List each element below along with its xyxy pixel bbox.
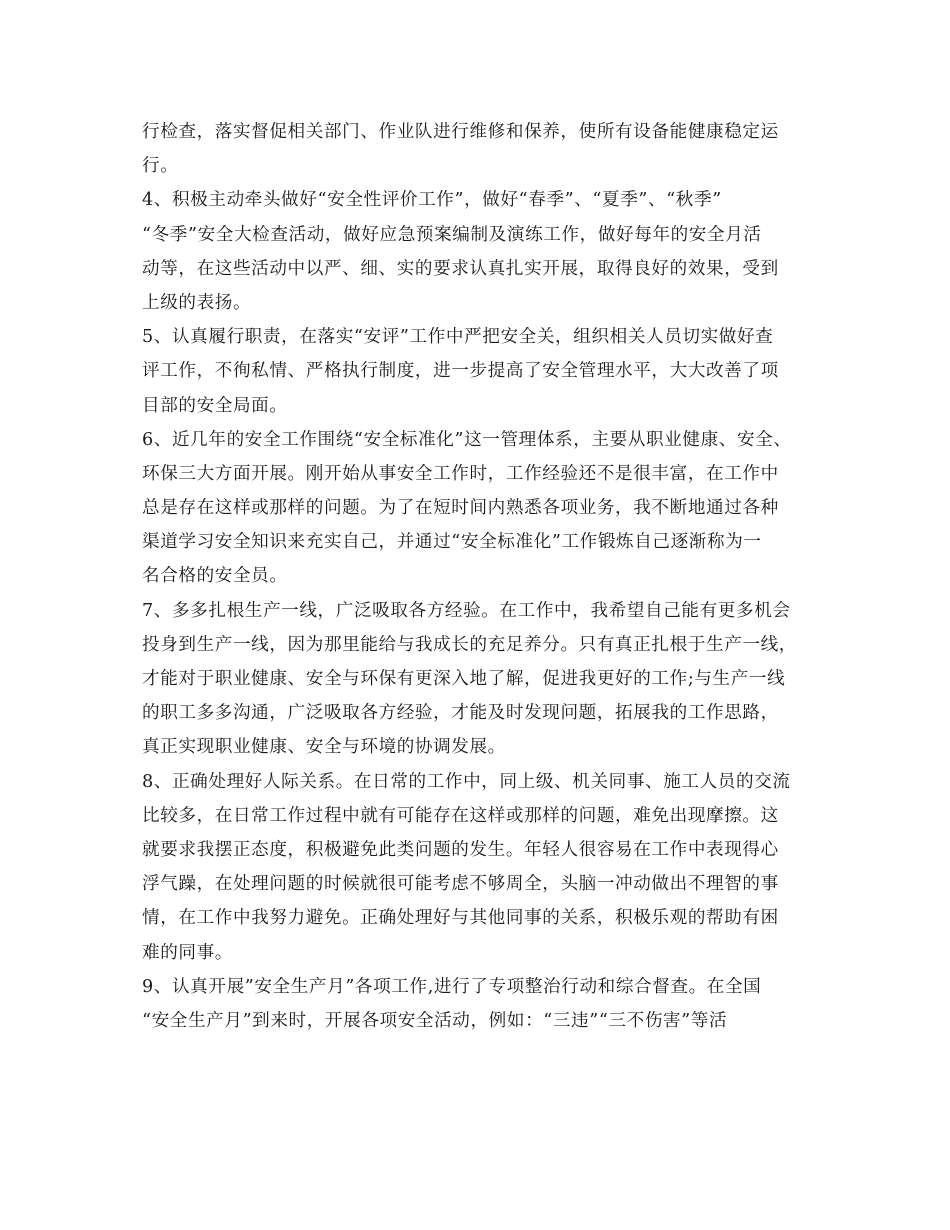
text-line: 投身到生产一线，因为那里能给与我成长的充足养分。只有真正扎根于生产一线， — [142, 634, 797, 655]
text-line: “安全生产月”到来时，开展各项安全活动，例如：“三违”“三不伤害”等活 — [142, 1010, 728, 1031]
text-line: 才能对于职业健康、安全与环保有更深入地了解，促进我更好的工作;与生产一线 — [142, 669, 786, 689]
text-line: 6、近几年的安全工作围绕“安全标准化”这一管理体系，主要从职业健康、安全、 — [142, 429, 792, 450]
text-line: 情，在工作中我努力避免。正确处理好与其他同事的关系，积极乐观的帮助有困 — [142, 908, 779, 929]
text-line: 比较多，在日常工作过程中就有可能存在这样或那样的问题，难免出现摩擦。这 — [142, 805, 779, 826]
text-line: 难的同事。 — [142, 942, 233, 963]
text-line: 行。 — [142, 156, 179, 177]
text-line: 7、多多扎根生产一线，广泛吸取各方经验。在工作中，我希望自己能有更多机会 — [142, 600, 791, 621]
text-line: 的职工多多沟通，广泛吸取各方经验，才能及时发现问题，拓展我的工作思路， — [142, 703, 779, 724]
text-line: 浮气躁，在处理问题的时候就很可能考虑不够周全，头脑一冲动做出不理智的事 — [142, 874, 779, 895]
text-line: 动等，在这些活动中以严、细、实的要求认真扎实开展，取得良好的效果，受到 — [142, 258, 779, 279]
text-line: 评工作，不徇私情、严格执行制度，进一步提高了安全管理水平，大大改善了项 — [142, 361, 779, 382]
body-text — [142, 115, 832, 1038]
text-line: 5、认真履行职责，在落实“安评”工作中严把安全关，组织相关人员切实做好查 — [142, 327, 774, 348]
text-line: 真正实现职业健康、安全与环境的协调发展。 — [142, 737, 506, 758]
text-line: 目部的安全局面。 — [142, 395, 288, 416]
text-line: 环保三大方面开展。刚开始从事安全工作时，工作经验还不是很丰富，在工作中 — [142, 463, 779, 484]
text-line: 8、正确处理好人际关系。在日常的工作中，同上级、机关同事、施工人员的交流 — [142, 771, 791, 792]
text-line: 4、积极主动牵头做好“安全性评价工作”，做好“春季”、“夏季”、“秋季” — [142, 190, 722, 211]
text-line: 行检查，落实督促相关部门、作业队进行维修和保养，使所有设备能健康稳定运 — [142, 122, 779, 142]
text-line: 就要求我摆正态度，积极避免此类问题的发生。年轻人很容易在工作中表现得心 — [142, 839, 779, 860]
text-line: 名合格的安全员。 — [142, 566, 288, 587]
text-line: 总是存在这样或那样的问题。为了在短时间内熟悉各项业务，我不断地通过各种 — [142, 498, 779, 519]
text-line: 上级的表扬。 — [142, 292, 252, 313]
text-line: 9、认真开展”安全生产月”各项工作,进行了专项整治行动和综合督查。在全国 — [142, 976, 762, 997]
text-line: 渠道学习安全知识来充实自己，并通过“安全标准化”工作锻炼自己逐渐称为一 — [142, 532, 762, 553]
text-line: “冬季”安全大检查活动，做好应急预案编制及演练工作，做好每年的安全月活 — [142, 224, 762, 245]
